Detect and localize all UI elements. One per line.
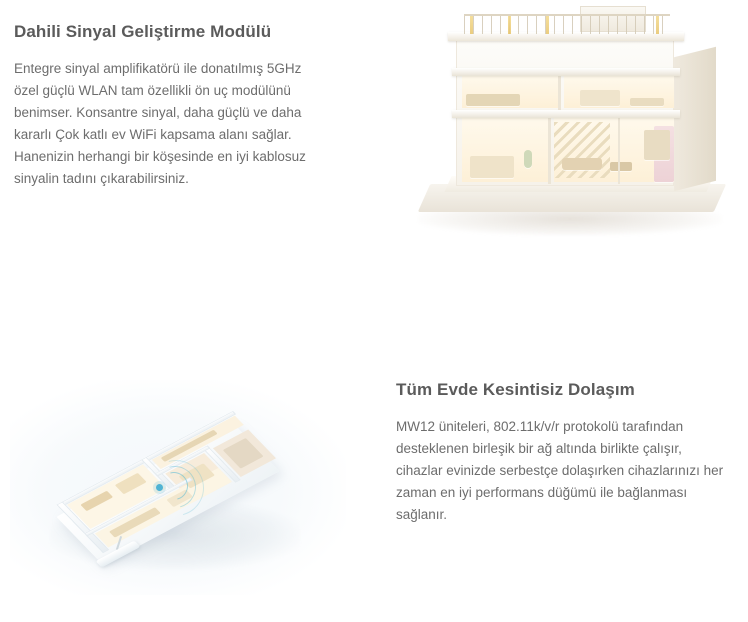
wifi-node-dot-icon [156,484,163,491]
house-plant [524,150,532,168]
floor-plan-stage [10,380,346,595]
house-coffee-table [610,162,632,171]
house-upper-rug [630,98,664,106]
signal-module-title: Dahili Sinyal Geliştirme Modülü [14,22,272,41]
house-kitchen-counter [466,94,520,106]
house-shelf [644,130,670,160]
house-lower-bed [470,156,514,178]
house-floor-slab-upper [452,68,680,76]
cutaway-house-illustration [404,6,740,256]
house-partition-lower-b [618,116,620,184]
house-roof-post [546,16,549,34]
house-roof-post [656,16,659,34]
house-side-wall [674,47,716,191]
floor-plan-illustration [10,380,346,595]
house-roof-post [508,16,511,34]
house-roof-post [470,16,473,34]
house-partition-upper [558,74,561,110]
house-upper-bed [580,90,620,106]
seamless-roaming-title: Tüm Evde Kesintisiz Dolaşım [396,380,635,399]
house-sofa [562,158,602,170]
house-floor-slab-lower [452,110,680,118]
house-illustration-stage [404,6,740,256]
seamless-roaming-description: MW12 üniteleri, 802.11k/v/r protokolü tarafından desteklenen birleşik bir ağ altında birlikte çalışır, cihazlar evinizde serbestçe dolaşırken cihazlarınızı her zaman en iyi performans düğümü ile bağlanması sağlanır. [396,419,724,523]
house-roof-railing [464,14,670,34]
feature-block-signal-module [14,22,324,190]
signal-module-description: Entegre sinyal amplifikatörü ile donatılmış 5GHz özel güçlü WLAN tam özellikli ön uç modülünü benimser. Konsantre sinyal, daha güçlü ve daha kararlı Çok katlı ev WiFi kapsama alanı sağlar. Hanenizin herhangi bir köşesinde en iyi kablosuz sinyalin tadını çıkarabilirsiniz. [14,61,306,187]
feature-block-seamless-roaming [396,380,726,526]
house-partition-lower-a [548,116,551,184]
